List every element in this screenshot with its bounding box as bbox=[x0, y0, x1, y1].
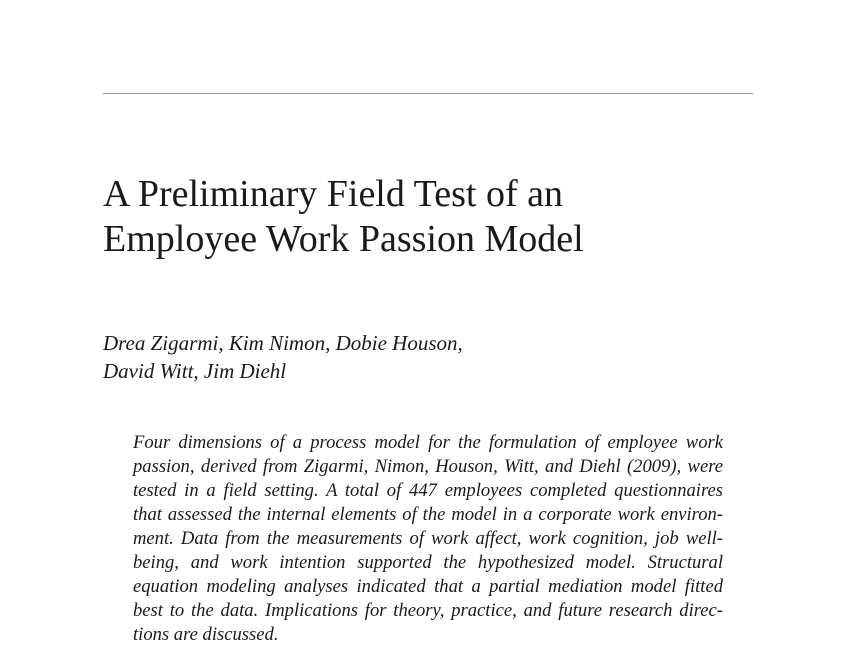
article-authors bbox=[103, 329, 743, 385]
header-rule bbox=[103, 93, 753, 94]
abstract-line: best to the data. Implications for theory, practice, and future research direc- bbox=[133, 600, 723, 621]
article-title-line: Employee Work Passion Model bbox=[103, 218, 584, 260]
abstract-line: Four dimensions of a process model for the formulation of employee work bbox=[133, 432, 723, 453]
abstract-line: that assessed the internal elements of the model in a corporate work environ- bbox=[133, 504, 723, 525]
article-title bbox=[103, 172, 743, 262]
abstract-line: ment. Data from the measurements of work affect, work cognition, job well- bbox=[133, 528, 723, 549]
abstract-line: being, and work intention supported the hypothesized model. Structural bbox=[133, 552, 723, 573]
article-abstract bbox=[133, 431, 723, 647]
abstract-line: tested in a field setting. A total of 447 employees completed questionnaires bbox=[133, 480, 723, 501]
article-title-line: A Preliminary Field Test of an bbox=[103, 173, 563, 215]
author-line: David Witt, Jim Diehl bbox=[103, 359, 287, 383]
abstract-line: passion, derived from Zigarmi, Nimon, Houson, Witt, and Diehl (2009), were bbox=[133, 456, 723, 477]
abstract-line: tions are discussed. bbox=[133, 624, 279, 645]
abstract-line: equation modeling analyses indicated that a partial mediation model fitted bbox=[133, 576, 723, 597]
author-line: Drea Zigarmi, Kim Nimon, Dobie Houson, bbox=[103, 331, 463, 355]
